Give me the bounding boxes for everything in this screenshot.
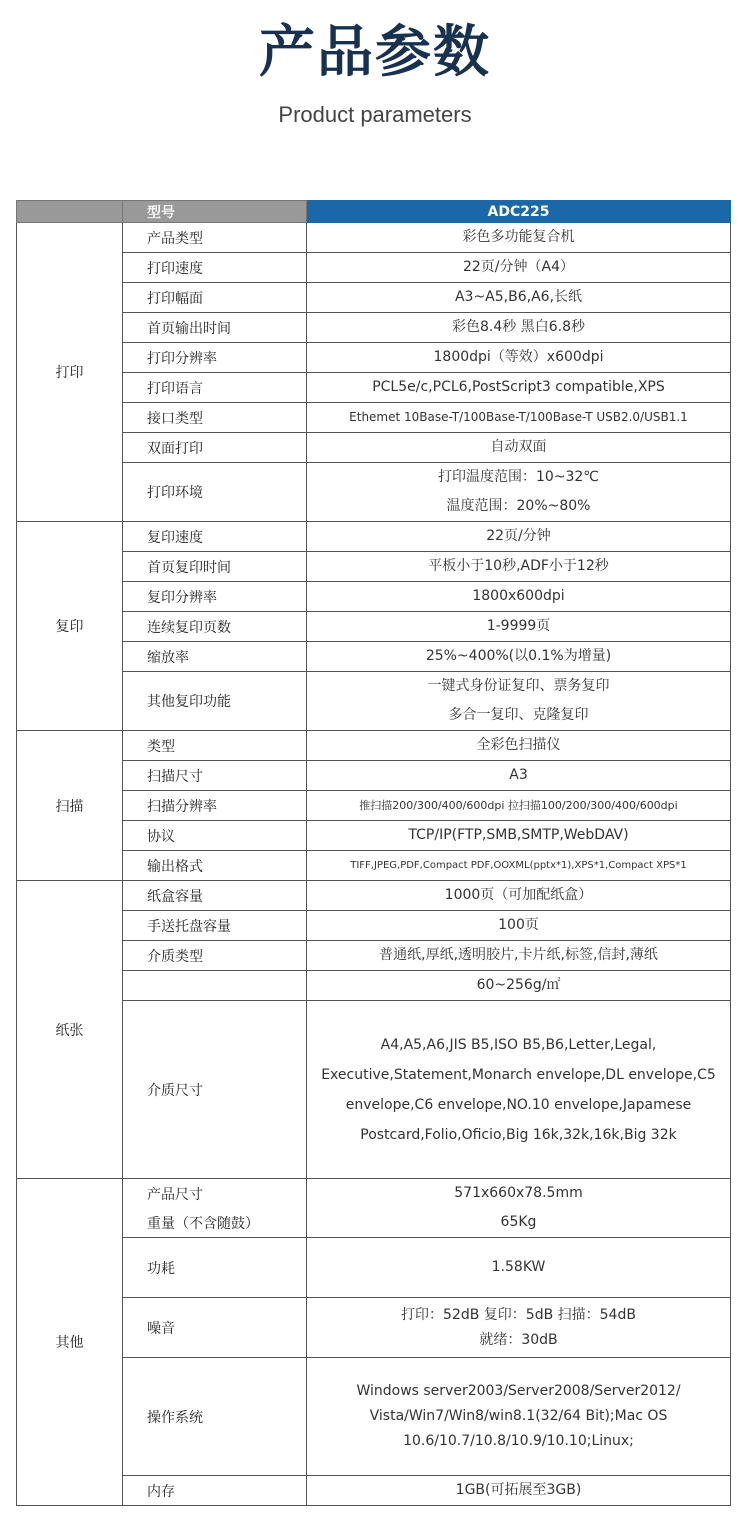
row-value: 彩色多功能复合机 (307, 223, 731, 253)
row-value: 1000页（可加配纸盒） (307, 881, 731, 911)
table-row (17, 343, 731, 373)
table-row (17, 1358, 731, 1476)
row-label: 扫描分辨率 (123, 791, 307, 821)
table-row (17, 731, 731, 761)
row-value: 1.58KW (307, 1238, 731, 1298)
row-label: 手送托盘容量 (123, 911, 307, 941)
row-value: TCP/IP(FTP,SMB,SMTP,WebDAV) (307, 821, 731, 851)
row-value (307, 1298, 731, 1358)
table-row (17, 612, 731, 642)
row-label: 缩放率 (123, 642, 307, 672)
table-row (17, 1179, 731, 1209)
row-value: 22页/分钟 (307, 522, 731, 552)
row-value: 自动双面 (307, 433, 731, 463)
row-label: 协议 (123, 821, 307, 851)
row-value: 平板小于10秒,ADF小于12秒 (307, 552, 731, 582)
row-value: 推扫描200/300/400/600dpi 拉扫描100/200/300/400/600dpi (307, 791, 731, 821)
value-line: 温度范围：20%~80% (446, 498, 591, 514)
table-row (17, 283, 731, 313)
row-label: 扫描尺寸 (123, 761, 307, 791)
row-value: 1-9999页 (307, 612, 731, 642)
table-row (17, 911, 731, 941)
row-value: 1800x600dpi (307, 582, 731, 612)
row-label: 打印幅面 (123, 283, 307, 313)
row-value: 25%~400%(以0.1%为增量) (307, 642, 731, 672)
row-value: A3 (307, 761, 731, 791)
table-row (17, 313, 731, 343)
spec-table (16, 200, 731, 1506)
table-row (17, 821, 731, 851)
table-row (17, 433, 731, 463)
row-label: 噪音 (123, 1298, 307, 1358)
table-row (17, 791, 731, 821)
category-copy: 复印 (17, 522, 123, 731)
row-label: 打印分辨率 (123, 343, 307, 373)
row-value: 100页 (307, 911, 731, 941)
row-value: 彩色8.4秒 黑白6.8秒 (307, 313, 731, 343)
table-row (17, 373, 731, 403)
row-label: 打印环境 (123, 463, 307, 522)
row-value: A3~A5,B6,A6,长纸 (307, 283, 731, 313)
row-value: Ethemet 10Base-T/100Base-T/100Base-T USB2.0/USB1.1 (307, 403, 731, 433)
table-row (17, 642, 731, 672)
row-label: 首页复印时间 (123, 552, 307, 582)
row-label: 输出格式 (123, 851, 307, 881)
table-row (17, 1476, 731, 1506)
value-line: 打印：52dB 复印：5dB 扫描：54dB (401, 1306, 636, 1323)
header-model-value: ADC225 (307, 201, 731, 223)
row-value: 普通纸,厚纸,透明胶片,卡片纸,标签,信封,薄纸 (307, 941, 731, 971)
row-label: 介质类型 (123, 941, 307, 971)
row-value: 1800dpi（等效）x600dpi (307, 343, 731, 373)
row-value: 22页/分钟（A4） (307, 253, 731, 283)
value-line: 打印温度范围：10~32℃ (437, 469, 600, 485)
table-row (17, 881, 731, 911)
table-row (17, 463, 731, 522)
table-row (17, 522, 731, 552)
table-row (17, 941, 731, 971)
category-print: 打印 (17, 223, 123, 522)
value-line: 一键式身份证复印、票务复印 (427, 678, 610, 694)
row-label: 其他复印功能 (123, 672, 307, 731)
row-label: 产品尺寸 (123, 1179, 307, 1209)
row-value: 571x660x78.5mm (307, 1179, 731, 1209)
table-row (17, 223, 731, 253)
row-label: 内存 (123, 1476, 307, 1506)
row-label: 纸盒容量 (123, 881, 307, 911)
row-label: 打印速度 (123, 253, 307, 283)
table-header-row (17, 201, 731, 223)
row-label: 介质尺寸 (123, 1001, 307, 1179)
table-row (17, 761, 731, 791)
table-row (17, 552, 731, 582)
table-row (17, 1238, 731, 1298)
table-row (17, 851, 731, 881)
row-value: 1GB(可拓展至3GB) (307, 1476, 731, 1506)
table-row (17, 1001, 731, 1179)
row-label: 产品类型 (123, 223, 307, 253)
row-label: 操作系统 (123, 1358, 307, 1476)
header-model-label: 型号 (123, 201, 307, 223)
table-row (17, 971, 731, 1001)
row-value: TIFF,JPEG,PDF,Compact PDF,OOXML(pptx*1),XPS*1,Compact XPS*1 (307, 851, 731, 881)
table-row (17, 403, 731, 433)
row-value: 60~256g/㎡ (307, 971, 731, 1001)
table-row (17, 582, 731, 612)
row-label (123, 971, 307, 1001)
category-paper: 纸张 (17, 881, 123, 1179)
row-label: 重量（不含随鼓） (123, 1208, 307, 1238)
row-label: 双面打印 (123, 433, 307, 463)
row-value: Windows server2003/Server2008/Server2012/ Vista/Win7/Win8/win8.1(32/64 Bit);Mac OS 10.6/10.7/10.8/10.9/10.10;Linux; (307, 1358, 731, 1476)
row-label: 打印语言 (123, 373, 307, 403)
value-line: 多合一复印、克隆复印 (448, 707, 589, 723)
row-label: 连续复印页数 (123, 612, 307, 642)
table-row (17, 253, 731, 283)
category-other: 其他 (17, 1179, 123, 1506)
row-value: 全彩色扫描仪 (307, 731, 731, 761)
row-label: 复印分辨率 (123, 582, 307, 612)
row-label: 复印速度 (123, 522, 307, 552)
page-subtitle: Product parameters (278, 102, 472, 127)
row-value (307, 463, 731, 522)
table-row (17, 1208, 731, 1238)
table-row (17, 1298, 731, 1358)
row-value: PCL5e/c,PCL6,PostScript3 compatible,XPS (307, 373, 731, 403)
value-line: 就绪：30dB (479, 1331, 558, 1348)
row-value (307, 672, 731, 731)
header-category-cell (17, 201, 123, 223)
row-label: 接口类型 (123, 403, 307, 433)
row-value: A4,A5,A6,JIS B5,ISO B5,B6,Letter,Legal, Executive,Statement,Monarch envelope,DL envelope,C5 envelope,C6 envelope,NO.10 envelope,Japamese Postcard,Folio,Oficio,Big 16k,32k,16k,Big 32k (307, 1001, 731, 1179)
row-label: 功耗 (123, 1238, 307, 1298)
row-label: 首页输出时间 (123, 313, 307, 343)
page-title: 产品参数 (259, 20, 491, 85)
category-scan: 扫描 (17, 731, 123, 881)
row-label: 类型 (123, 731, 307, 761)
table-row (17, 672, 731, 731)
row-value: 65Kg (307, 1208, 731, 1238)
